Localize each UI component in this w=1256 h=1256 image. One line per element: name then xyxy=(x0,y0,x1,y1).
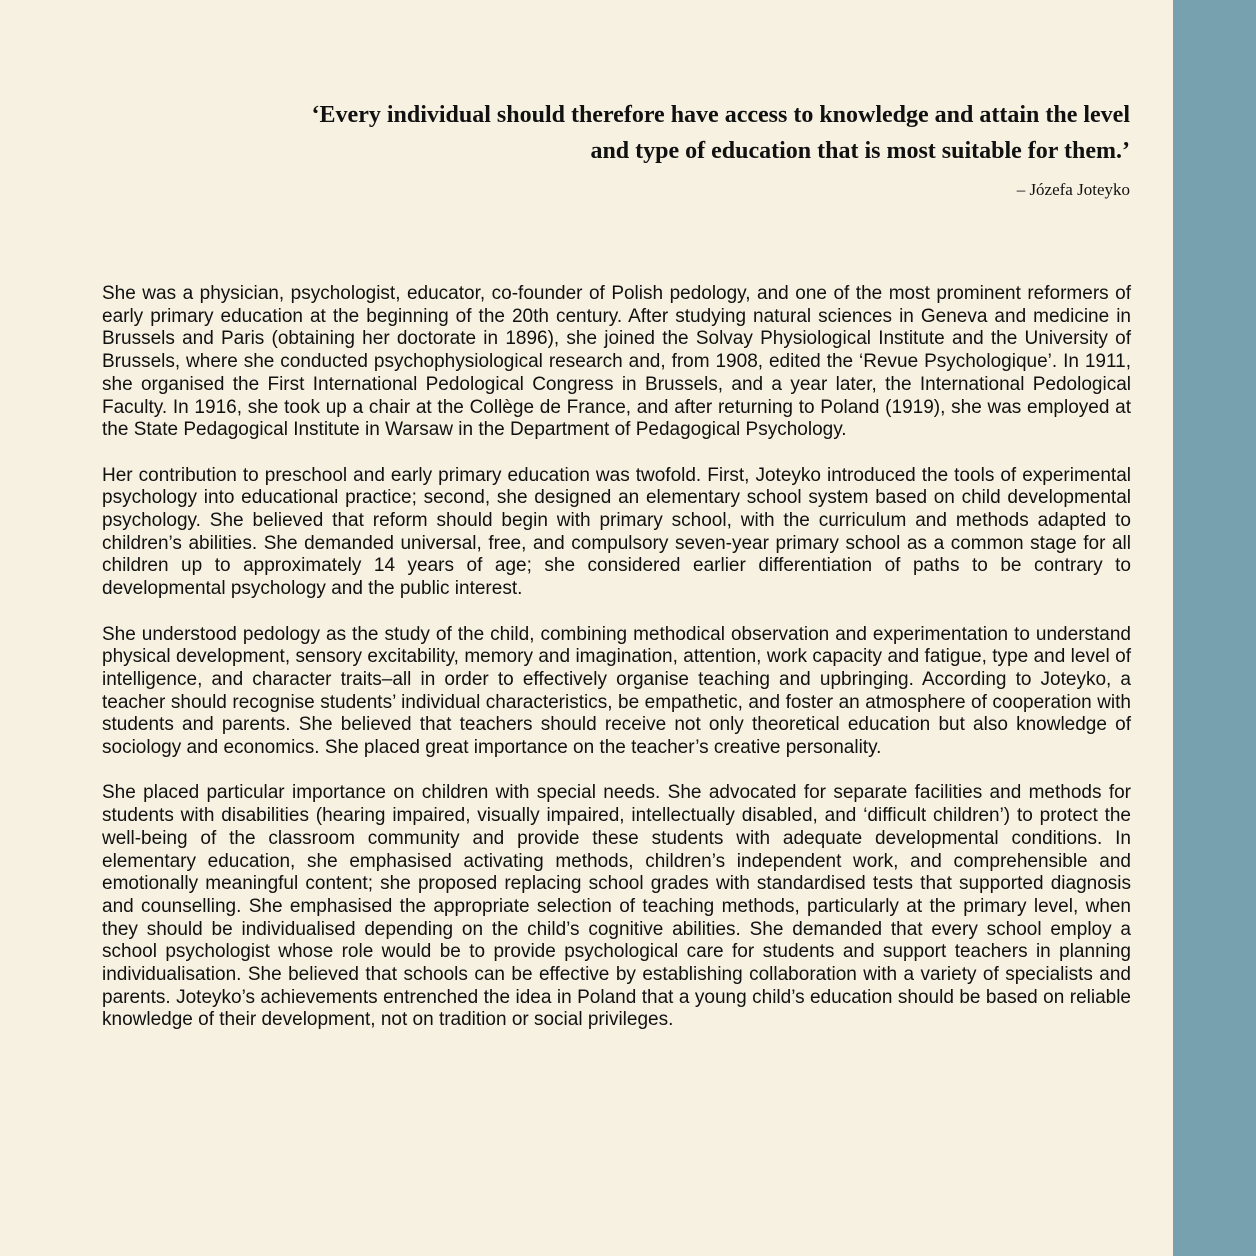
quote-line-2: and type of education that is most suitable for them.’ xyxy=(590,138,1130,164)
paragraph-1: She was a physician, psychologist, educator, co-founder of Polish pedology, and one of the most prominent reformers of early primary education at the beginning of the 20th century. After studying natural sciences in Geneva and medicine in Brussels and Paris (obtaining her doctorate in 1896), she joined the Solvay Physiological Institute and the University of Brussels, where she conducted psychophysiological research and, from 1908, edited the ‘Revue Psychologique’. In 1911, she organised the First International Pedological Congress in Brussels, and a year later, the International Pedological Faculty. In 1916, she took up a chair at the Collège de France, and after returning to Poland (1919), she was employed at the State Pedagogical Institute in Warsaw in the Department of Pedagogical Psychology. xyxy=(102,283,1131,441)
quote-line-1: ‘Every individual should therefore have access to knowledge and attain the level xyxy=(311,102,1130,128)
quote-author: – Józefa Joteyko xyxy=(1016,180,1130,199)
paragraph-3: She understood pedology as the study of the child, combining methodical observation and experimentation to understand physical development, sensory excitability, memory and imagination, attention, work capacity and fatigue, type and level of intelligence, and character traits–all in order to effectively organise teaching and upbringing. According to Joteyko, a teacher should recognise students’ individual characteristics, be empathetic, and foster an atmosphere of cooperation with students and parents. She believed that teachers should receive not only theoretical education but also knowledge of sociology and economics. She placed great importance on the teacher’s creative personality. xyxy=(102,623,1131,759)
biography-text xyxy=(102,283,1131,1055)
quote-block xyxy=(180,97,1130,201)
side-color-band xyxy=(1173,0,1256,1256)
paragraph-4: She placed particular importance on children with special needs. She advocated for separate facilities and methods for students with disabilities (hearing impaired, visually impaired, intellectually disabled, and ‘difficult children’) to protect the well-being of the classroom community and provide these students with adequate developmental conditions. In elementary education, she emphasised activating methods, children’s independent work, and comprehensible and emotionally meaningful content; she proposed replacing school grades with standardised tests that supported diagnosis and counselling. She emphasised the appropriate selection of teaching methods, particularly at the primary level, when they should be individualised depending on the child’s cognitive abilities. She demanded that every school employ a school psychologist whose role would be to provide psychological care for students and support teachers in planning individualisation. She believed that schools can be effective by establishing collaboration with a variety of specialists and parents. Joteyko’s achievements entrenched the idea in Poland that a young child’s education should be based on reliable knowledge of their development, not on tradition or social privileges. xyxy=(102,782,1131,1031)
paragraph-2: Her contribution to preschool and early primary education was twofold. First, Joteyko introduced the tools of experimental psychology into educational practice; second, she designed an elementary school system based on child developmental psychology. She believed that reform should begin with primary school, with the curriculum and methods adapted to children’s abilities. She demanded universal, free, and compulsory seven-year primary school as a common stage for all children up to approximately 14 years of age; she considered earlier differentiation of paths to be contrary to developmental psychology and the public interest. xyxy=(102,464,1131,600)
